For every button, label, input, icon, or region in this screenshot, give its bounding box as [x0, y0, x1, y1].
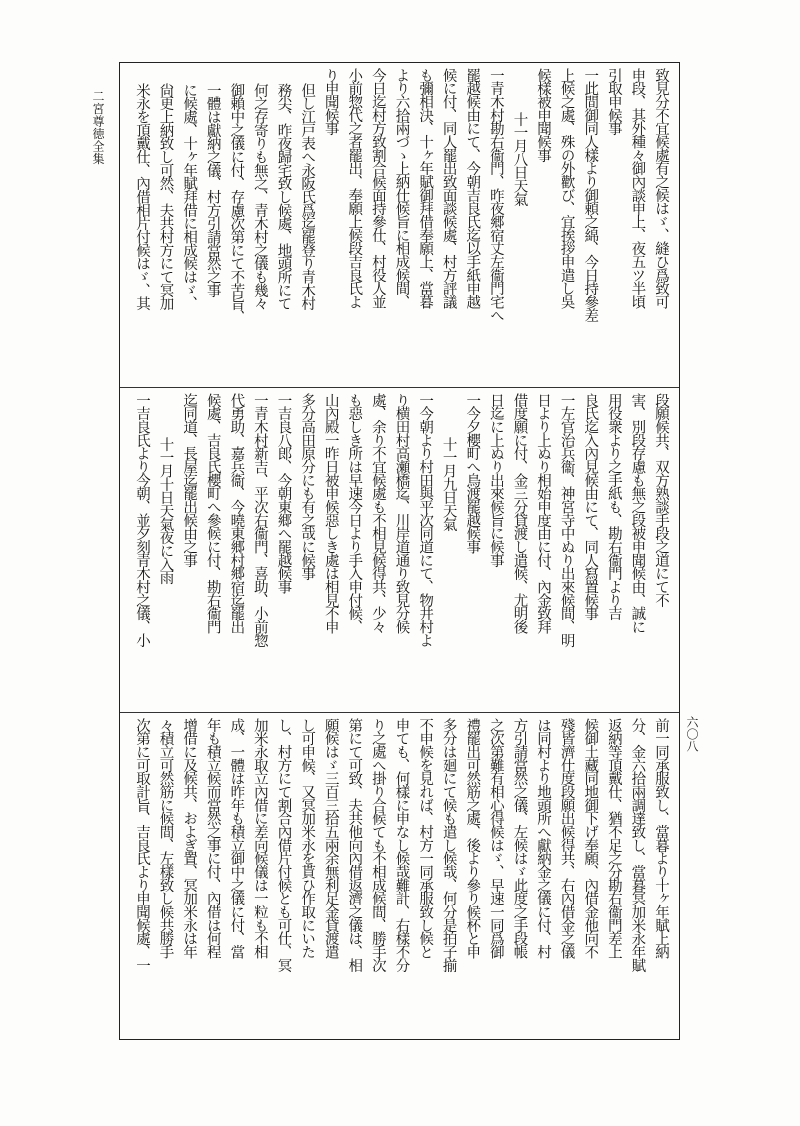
column-line: 上候之處、殊の外歡び、宜挨拶申遣し吳	[558, 68, 575, 309]
column-line: り申聞候事	[322, 68, 339, 135]
column-line: 申段、其外種々御內談申上、夜五ツ半頃	[629, 68, 646, 309]
column-line: 用役衆より之手紙も、勘右衞門より吉	[605, 393, 622, 620]
note-line: 米永を頂戴仕、內借相片付候はゞ、其	[133, 82, 150, 310]
column-line: し、村方にて割合內借片付候とも可仕、冥	[275, 718, 292, 972]
column-line: 一左官治兵衞、神宮寺中ぬり出來候間、明	[558, 393, 575, 647]
column-line: 日より上ぬり相始申度由に付、內金致拜	[535, 393, 552, 634]
column-line: 年も積立候而當然之事に付、內借は何程	[204, 718, 221, 959]
column-line: 今日迄村方致割合候面持參仕、村役人並	[369, 68, 386, 309]
column-line: 願候はゞ三百三拾五兩余無利足金貸渡遣	[322, 718, 339, 959]
column-line: 申ても、何樣に申なし候哉難計、右樣不分	[393, 718, 410, 972]
column-line: 一今夕櫻町へ鳥渡罷越候事	[464, 393, 481, 554]
column-line: 日迄に上ぬり出來候旨に候事	[487, 393, 504, 567]
column-line: 候樣被申聞候事	[535, 68, 552, 162]
column-line: 一吉良八郎、今朝東郷へ罷越候事	[275, 393, 292, 594]
note-line: 何之存寄りも無之、青木村之儀も幾々	[251, 82, 268, 310]
column-line: 一此間御同人樣より御頼之綿、今日持參差	[582, 68, 599, 322]
column-line: 候に付、同人罷出致面談候處、村方評議	[440, 68, 457, 309]
column-line: 多分は廻にて候も遣し候哉、何分是拍子揃	[440, 718, 457, 972]
note-line: 一體は獻納之儀、村方引請當然之事	[204, 82, 221, 296]
column-line: 候御土藏同地御下げ奉願、內借金他向不	[582, 718, 599, 959]
column-line: 之次第難有相心得候はゞ、早速一同爲御	[487, 718, 504, 959]
column-line: 良氏迄入內見候由にて、同人寫置候事	[582, 393, 599, 620]
column-line: も惡しき所は早速今日より手入申付候、	[346, 393, 363, 634]
column-line: 分、金六拾兩調達致し、當暮冥加米永年賦	[629, 718, 646, 972]
column-line: 成、一體は昨年も積立御中之儀に付、當	[228, 718, 245, 959]
column-line: 第にて可致、夫共他向內借返濟之儀は、相	[346, 718, 363, 972]
column-line: 迄同道、長屋迄罷出候由之事	[181, 393, 198, 567]
note-line: 務尖、昨夜歸宅致し候處、地頭所にて	[275, 82, 292, 310]
column-line: 山內殿一昨日被申候惡しき處は相見不申	[322, 393, 339, 634]
column-line: 一青木村勘右衞門、昨夜郷宿丈左衞門宅へ	[487, 68, 504, 322]
text-frame	[119, 62, 680, 1040]
note-line: 但し江戸表へ永阪氏爲迄罷登り青木村	[299, 82, 316, 310]
note-line: に候處、十ヶ年賦拜借に相成候はゞ、	[181, 82, 198, 310]
column-line: し可申候、又冥加米永を貰ひ作取にいた	[299, 718, 316, 959]
column-line: り横田村高瀬橋迄、川岸道通り致見分候	[393, 393, 410, 634]
column-line: 多分高田原分にも有之哉に候事	[299, 393, 316, 580]
column-line: 不申候を見れば、村方一同承服致し候と	[417, 718, 434, 959]
column-line: 小前惣代之者罷出、奉願上候段吉良氏よ	[346, 68, 363, 309]
column-line: は同村より地頭所へ獻納金之儀に付、村	[535, 718, 552, 959]
column-line: 加米永取立內借に差向候儀は一粒も不相	[251, 718, 268, 959]
column-line: 引取申候事	[605, 68, 622, 135]
column-line: り之處へ掛り合候ても不相成候間、勝手次	[369, 718, 386, 972]
column-line: 殘皆濟仕度段願出候得共、右內借金之儀	[558, 718, 575, 959]
column-line: 一青木村新吉、平次右衞門、喜助、小前惣	[251, 393, 268, 647]
tier-middle	[120, 388, 679, 713]
column-line: 代勇助、嘉兵衞、今曉東郷村郷宿迄罷出	[228, 393, 245, 634]
column-line: 一今朝より村田與平次同道にて、物井村よ	[417, 393, 434, 647]
column-line: 致見分不宜候處有之候はゞ、縫ひ爲致可	[653, 68, 669, 309]
column-line: 候處、吉良氏櫻町へ參候に付、勘右衞門	[204, 393, 221, 634]
date-line: 十一月十日天氣夜に入雨	[157, 436, 174, 584]
tier-upper	[120, 63, 679, 388]
note-line: 御賴中之儀に付、存慮次第にて不苦旨、	[228, 82, 245, 323]
running-head-title: 二宮尊徳全集	[91, 90, 105, 165]
tier-lower	[120, 713, 679, 1038]
column-line: 增借に及候共、およぎ置、冥加米永は年	[181, 718, 198, 959]
column-line: より六拾兩づゝ上納仕候旨に相成候間、	[393, 68, 410, 309]
column-line: 一吉良氏より今朝、並夕刻青木村之儀、小	[133, 393, 150, 647]
column-line: 罷越候由にて、今朝吉良氏迄以手紙申越	[464, 68, 481, 309]
column-line: 前一同承服致し、當暮より十ヶ年賦上納	[653, 718, 669, 959]
column-line: 次第に可取計旨、吉良氏より申聞候處、一	[133, 718, 150, 972]
column-line: 段願候共、双方熟談手段之道にて不	[653, 393, 669, 607]
column-line: も彌相決、十ヶ年賦御拜借奉願上、當暮	[417, 68, 434, 309]
column-line: 借度願に付、金三分貸渡し遣候、尤明後	[511, 393, 528, 634]
page-number: 六〇八	[685, 716, 699, 752]
column-line: 返納等頂戴仕、猶不足之分勘右衞門差上	[605, 718, 622, 959]
date-line: 十一月九日天氣	[440, 436, 457, 530]
note-line: 尙更上納致し可然、夫共村方にて冥加	[157, 82, 174, 310]
column-line: 禮罷出可然筋之處、後より參り候杯と申	[464, 718, 481, 959]
column-line: 害、別段存慮も無之段被申聞候由、誠に	[629, 393, 646, 634]
column-line: 々積立可然筋に候間、左樣致し候共勝手	[157, 718, 174, 959]
date-line: 十一月八日天氣	[511, 111, 528, 205]
column-line: 處、余り不宜候處も不相見候得共、少々	[369, 393, 386, 634]
column-line: 方引請當然之儀、左候はゞ此度之手段帳	[511, 718, 528, 959]
